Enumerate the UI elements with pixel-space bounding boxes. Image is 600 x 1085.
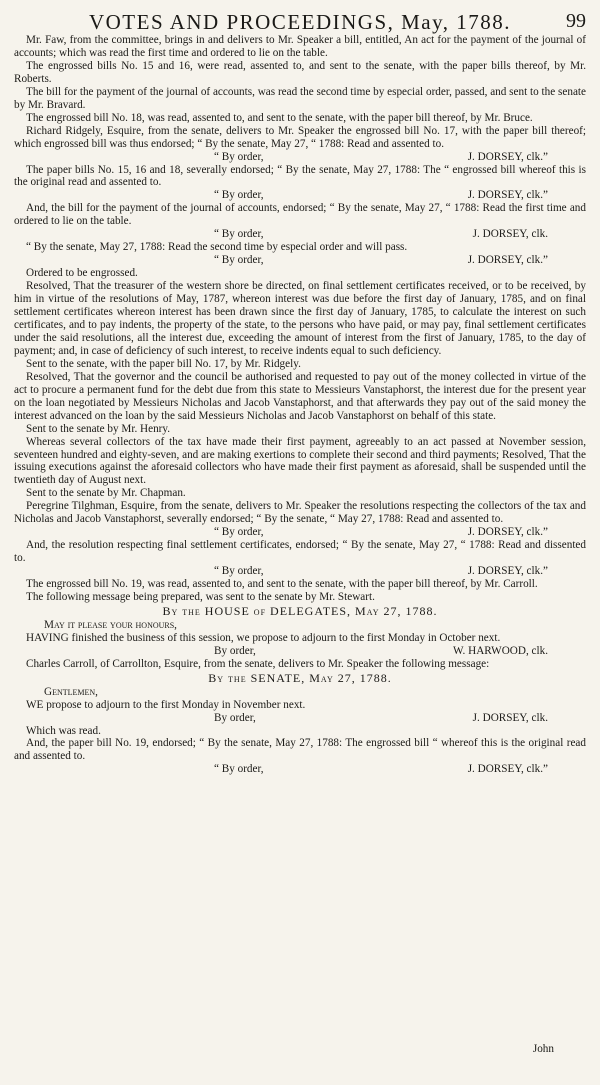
signature-line xyxy=(14,645,586,658)
signature-clerk: J. DORSEY, clk.” xyxy=(467,150,548,163)
signature-by: “ By order, xyxy=(214,228,264,241)
paragraph: And, the bill for the payment of the journal of accounts, endorsed; “ By the senate, May 27, “ 1788: Read the first time and ordered to lie on the table. xyxy=(14,202,586,228)
paragraph: And, the resolution respecting final settlement certificates, endorsed; “ By the senate, May 27, “ 1788: Read and dissented to. xyxy=(14,539,586,565)
paragraph: Peregrine Tilghman, Esquire, from the senate, delivers to Mr. Speaker the resolutions respecting the collectors of the tax and Nicholas and Jacob Vanstaphorst, severally endorsed; “ By the senate, “ May 27, 1788: Read and assented to. xyxy=(14,500,586,526)
signature-clerk: J. DORSEY, clk.” xyxy=(467,565,548,578)
catchword: John xyxy=(532,1043,554,1055)
signature-by: “ By order, xyxy=(214,565,264,578)
paragraph: Mr. Faw, from the committee, brings in and delivers to Mr. Speaker a bill, entitled, An act for the payment of the journal of accounts; which was read the first time and ordered to lie on the table. xyxy=(14,34,586,59)
document-body xyxy=(14,34,586,776)
paragraph: Ordered to be engrossed. xyxy=(26,267,138,280)
running-header xyxy=(0,10,600,35)
signature-clerk: J. DORSEY, clk. xyxy=(472,228,548,241)
message-heading: By the SENATE, May 27, 1788. xyxy=(208,670,392,685)
signature-line xyxy=(14,189,586,202)
signature-line xyxy=(14,526,586,539)
paragraph: The engrossed bill No. 19, was read, assented to, and sent to the senate, with the paper bill thereof, by Mr. Carroll. xyxy=(26,578,538,591)
signature-line xyxy=(14,712,586,725)
paragraph: The engrossed bill No. 18, was read, assented to, and sent to the senate, with the paper bill thereof, by Mr. Bruce. xyxy=(26,111,533,124)
signature-line xyxy=(14,151,586,164)
paragraph: The bill for the payment of the journal of accounts, was read the second time by especial order, passed, and sent to the senate by Mr. Bravard. xyxy=(14,85,586,111)
paragraph: Charles Carroll, of Carrollton, Esquire, from the senate, delivers to Mr. Speaker the following message: xyxy=(26,657,490,670)
signature-by: “ By order, xyxy=(214,150,264,163)
header-title: VOTES AND PROCEEDINGS, May, 1788. xyxy=(88,10,512,34)
paragraph: Sent to the senate by Mr. Henry. xyxy=(26,422,171,435)
signature-by: By order, xyxy=(214,711,256,724)
signature-clerk: J. DORSEY, clk.” xyxy=(467,763,548,776)
signature-line xyxy=(14,763,586,776)
paragraph: The engrossed bills No. 15 and 16, were read, assented to, and sent to the senate, with the paper bills thereof, by Mr. Roberts. xyxy=(14,59,586,85)
signature-clerk: J. DORSEY, clk.” xyxy=(467,526,548,539)
paragraph: HAVING finished the business of this session, we propose to adjourn to the first Monday in October next. xyxy=(26,631,501,644)
paragraph: Which was read. xyxy=(26,724,101,737)
message-heading: By the HOUSE of DELEGATES, May 27, 1788. xyxy=(162,603,438,618)
paragraph: Sent to the senate by Mr. Chapman. xyxy=(26,487,186,500)
paragraph: Richard Ridgely, Esquire, from the senate, delivers to Mr. Speaker the engrossed bill No. 17, with the paper bill thereof; which engrossed bill was thus endorsed; “ By the senate, May 27, “ 1788: Read and assented to. xyxy=(14,124,586,150)
signature-line xyxy=(14,254,586,267)
paragraph: Resolved, That the governor and the council be authorised and requested to pay out of the money collected in virtue of the act to procure a permanent fund for the debt due from this state to Messieurs Vanstaphorst, the interest due for the present year on the loan negotiated by Messieurs Nicholas and Jacob Vanstaphorst, and that afterwards they pay out of the said money the interest advanced on the loan by the said Messieurs Nicholas and Jacob Vanstaphorst on behalf of this state. xyxy=(14,370,586,422)
signature-clerk: J. DORSEY, clk.” xyxy=(467,254,548,267)
signature-by: “ By order, xyxy=(214,763,264,776)
salutation: May it please your honours, xyxy=(44,618,177,631)
paragraph: The following message being prepared, was sent to the senate by Mr. Stewart. xyxy=(26,590,375,603)
signature-line xyxy=(14,228,586,241)
paragraph: Whereas several collectors of the tax have made their first payment, agreeably to an act passed at November session, seventeen hundred and eighty-seven, and are making exertions to complete their second and third payments; Resolved, That the issuing executions against the aforesaid collectors who have made their first payment as aforesaid, shall be suspended until the twentieth day of August next. xyxy=(14,435,586,487)
paragraph: Sent to the senate, with the paper bill No. 17, by Mr. Ridgely. xyxy=(26,357,301,370)
salutation: Gentlemen, xyxy=(44,685,98,698)
signature-line xyxy=(14,565,586,578)
signature-clerk: W. HARWOOD, clk. xyxy=(453,644,548,657)
signature-clerk: J. DORSEY, clk. xyxy=(472,711,548,724)
paragraph: WE propose to adjourn to the first Monday in November next. xyxy=(26,698,306,711)
paragraph: “ By the senate, May 27, 1788: Read the second time by especial order and will pass. xyxy=(26,241,408,254)
paragraph: And, the paper bill No. 19, endorsed; “ By the senate, May 27, 1788: The engrossed bill “ whereof this is the original read and assented to. xyxy=(14,737,586,763)
page-number: 99 xyxy=(566,10,586,32)
paragraph: Resolved, That the treasurer of the western shore be directed, on final settlement certificates received, or to be received, by him in virtue of the resolutions of May, 1787, whereon interest was due before the first day of January, 1785, and on final settlement certificates whereon interest has been drawn since the first day of January, 1785, to calculate the interest on such certificates, and to pay indents, the property of the state, to the persons who have paid, or may pay, final settlement certificates under the said resolutions, all the interest due, exceeding the amount of interest from the first of January, 1785, to the day of payment; and, in case of deficiency of such interest, to receive indents equal to such deficiency. xyxy=(14,280,586,357)
signature-clerk: J. DORSEY, clk.” xyxy=(467,189,548,202)
signature-by: “ By order, xyxy=(214,526,264,539)
paragraph: The paper bills No. 15, 16 and 18, severally endorsed; “ By the senate, May 27, 1788: The “ engrossed bill whereof this is the original read and assented to. xyxy=(14,163,586,189)
signature-by: By order, xyxy=(214,644,256,657)
signature-by: “ By order, xyxy=(214,254,264,267)
signature-by: “ By order, xyxy=(214,189,264,202)
